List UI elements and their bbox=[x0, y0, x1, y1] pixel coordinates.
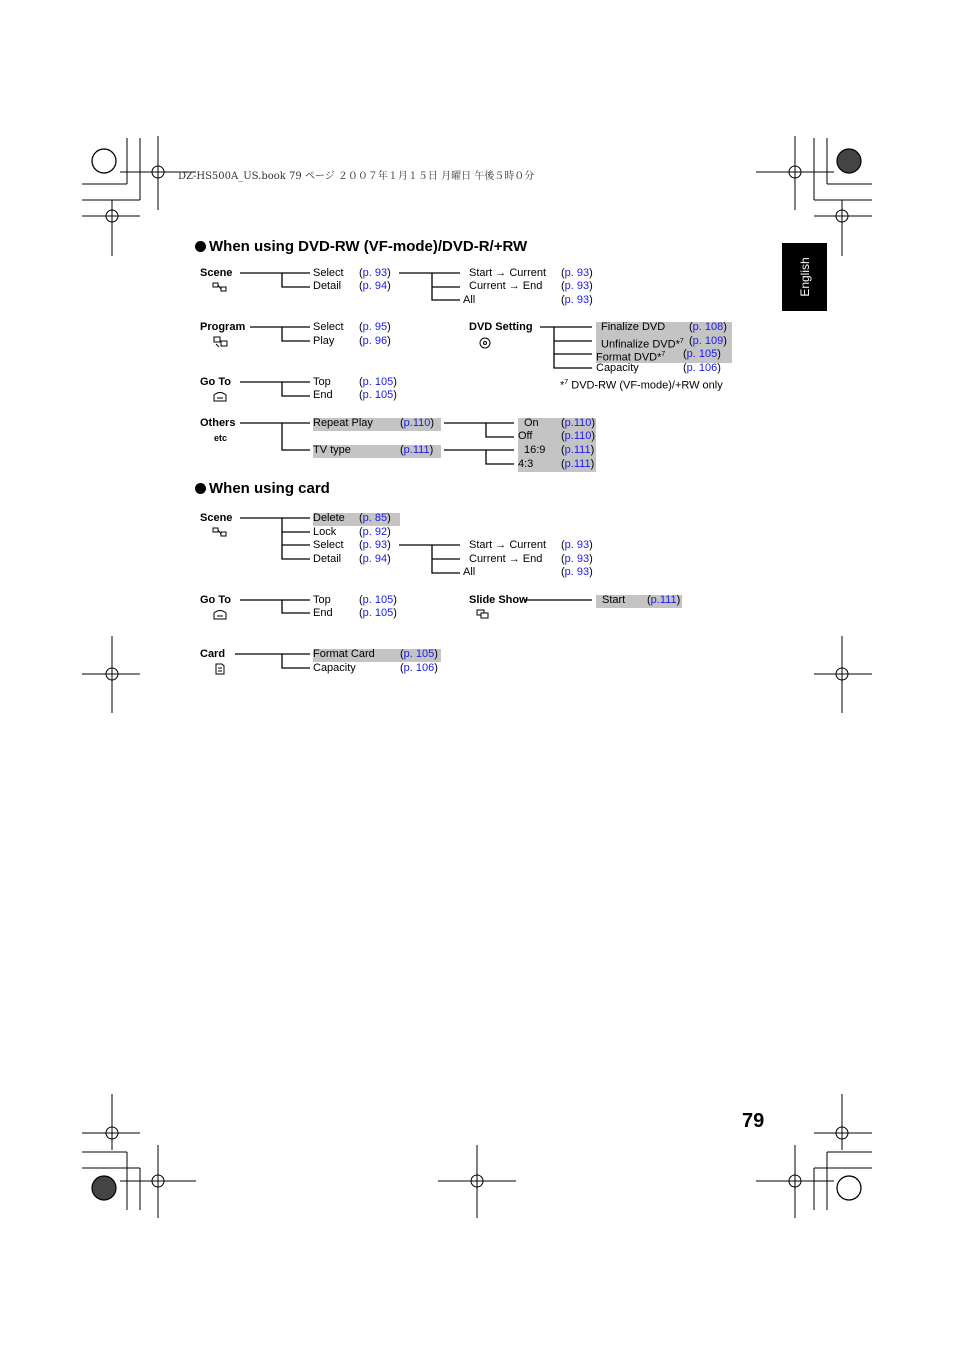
menu-scene: Scene bbox=[200, 267, 233, 279]
page-ref: (p. 95) bbox=[359, 321, 391, 333]
page-ref: (p.110) bbox=[561, 430, 596, 442]
page-ref: (p. 93) bbox=[561, 539, 593, 551]
menu-item-start-current: Start → Current bbox=[469, 539, 547, 551]
card-icon bbox=[215, 663, 225, 675]
page-ref: (p. 105) bbox=[359, 389, 397, 401]
menu-item-off: Off bbox=[518, 430, 533, 442]
bullet-icon bbox=[195, 241, 206, 252]
page-ref: (p. 96) bbox=[359, 335, 391, 347]
menu-item-finalize-dvd: Finalize DVD bbox=[601, 321, 666, 333]
menu-item-current-end: Current → End bbox=[469, 280, 543, 292]
menu-item-16-9: 16:9 bbox=[524, 444, 546, 456]
menu-item-all: All bbox=[463, 566, 476, 578]
disc-icon bbox=[478, 337, 492, 349]
menu-item-select: Select bbox=[313, 267, 344, 279]
menu-item-capacity: Capacity bbox=[596, 362, 639, 374]
goto-icon bbox=[212, 609, 228, 621]
page-ref: (p. 93) bbox=[561, 294, 593, 306]
menu-item-4-3: 4:3 bbox=[518, 458, 534, 470]
menu-item-top: Top bbox=[313, 376, 331, 388]
menu-item-end: End bbox=[313, 389, 333, 401]
menu-item-capacity: Capacity bbox=[313, 662, 356, 674]
menu-item-unfinalize-dvd: Unfinalize DVD*$^7$ bbox=[601, 338, 684, 351]
print-header: DZ-HS500A_US.book 79 ページ ２００７年１月１５日 月曜日 午後５時０分 bbox=[178, 171, 535, 182]
program-icon bbox=[213, 336, 229, 348]
page-ref: (p.110) bbox=[561, 417, 596, 429]
menu-item-tv-type: TV type bbox=[313, 444, 351, 456]
footnote-7: *$^7$ DVD-RW (VF-mode)/+RW only bbox=[560, 379, 723, 392]
menu-item-format-dvd: Format DVD*$^7$ bbox=[596, 351, 666, 364]
menu-slide-show: Slide Show bbox=[469, 594, 528, 606]
menu-item-detail: Detail bbox=[313, 553, 342, 565]
menu-item-play: Play bbox=[313, 335, 335, 347]
menu-item-select: Select bbox=[313, 321, 344, 333]
page-ref: (p. 106) bbox=[400, 662, 438, 674]
page-ref: (p.111) bbox=[561, 444, 595, 456]
page-ref: (p. 93) bbox=[359, 267, 391, 279]
bullet-icon bbox=[195, 483, 206, 494]
menu-item-start-current: Start → Current bbox=[469, 267, 547, 279]
page-ref: (p.111) bbox=[561, 458, 595, 470]
menu-scene: Scene bbox=[200, 512, 233, 524]
page-number: 79 bbox=[742, 1110, 765, 1132]
page-ref: (p.111) bbox=[647, 594, 681, 606]
page-ref: (p. 93) bbox=[561, 267, 593, 279]
page-ref: (p. 85) bbox=[359, 512, 391, 524]
menu-item-detail: Detail bbox=[313, 280, 342, 292]
menu-item-repeat-play: Repeat Play bbox=[313, 417, 373, 429]
menu-goto: Go To bbox=[200, 594, 231, 606]
page-ref: (p. 105) bbox=[359, 607, 397, 619]
menu-dvd-setting: DVD Setting bbox=[469, 321, 533, 333]
scene-icon bbox=[212, 526, 228, 538]
page-ref: (p. 105) bbox=[359, 376, 397, 388]
section-heading-card: When using card bbox=[195, 480, 330, 498]
scene-icon bbox=[212, 281, 228, 293]
page-ref: (p. 105) bbox=[359, 594, 397, 606]
page-ref: (p. 94) bbox=[359, 280, 391, 292]
menu-item-delete: Delete bbox=[313, 512, 345, 524]
menu-card: Card bbox=[200, 648, 226, 660]
page-ref: (p.111) bbox=[400, 444, 434, 456]
menu-item-end: End bbox=[313, 607, 333, 619]
menu-goto: Go To bbox=[200, 376, 231, 388]
menu-item-on: On bbox=[524, 417, 539, 429]
page-ref: (p. 106) bbox=[683, 362, 721, 374]
menu-item-all: All bbox=[463, 294, 476, 306]
page-ref: (p. 105) bbox=[683, 348, 721, 360]
menu-item-current-end: Current → End bbox=[469, 553, 543, 565]
menu-item-lock: Lock bbox=[313, 526, 337, 538]
page-ref: (p. 93) bbox=[561, 280, 593, 292]
menu-item-start: Start bbox=[602, 594, 626, 606]
page-ref: (p. 93) bbox=[561, 566, 593, 578]
section-heading-dvd: When using DVD-RW (VF-mode)/DVD-R/+RW bbox=[195, 238, 527, 256]
page-ref: (p. 109) bbox=[689, 335, 727, 347]
page-ref: (p.110) bbox=[400, 417, 435, 429]
page-ref: (p. 92) bbox=[359, 526, 391, 538]
page-ref: (p. 93) bbox=[359, 539, 391, 551]
side-tab-label: English bbox=[797, 257, 812, 297]
page-ref: (p. 93) bbox=[561, 553, 593, 565]
slideshow-icon bbox=[476, 609, 490, 619]
menu-item-format-card: Format Card bbox=[313, 648, 375, 660]
menu-program: Program bbox=[200, 321, 246, 333]
goto-icon bbox=[212, 391, 228, 403]
menu-others: Others bbox=[200, 417, 236, 429]
page-ref: (p. 108) bbox=[689, 321, 727, 333]
etc-icon: etc bbox=[214, 433, 228, 443]
page-ref: (p. 105) bbox=[400, 648, 438, 660]
page-ref: (p. 94) bbox=[359, 553, 391, 565]
menu-item-select: Select bbox=[313, 539, 344, 551]
menu-item-top: Top bbox=[313, 594, 331, 606]
